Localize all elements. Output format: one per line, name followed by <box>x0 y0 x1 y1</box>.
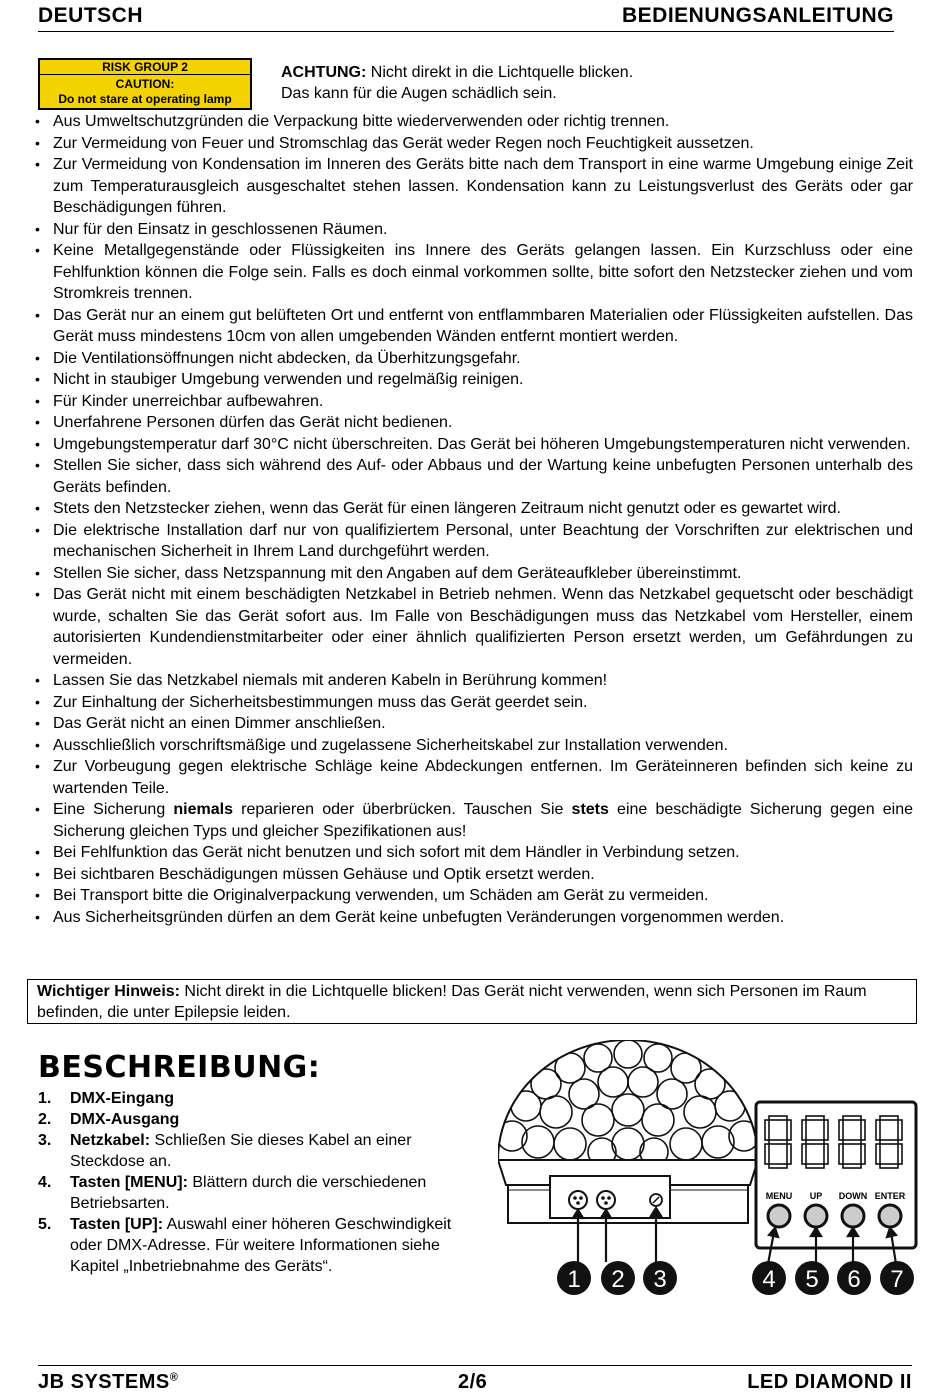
up-button-label: UP <box>809 1191 823 1201</box>
achtung-label: ACHTUNG: <box>281 64 367 81</box>
item-number: 5. <box>38 1216 52 1233</box>
safety-item: • Bei Transport bitte die Originalverpackung verwenden, um Schäden am Gerät zu vermeiden. <box>33 885 913 907</box>
risk-caution-text: CAUTION: <box>115 77 175 91</box>
item-number: 3. <box>38 1132 52 1149</box>
callout-1-number: 1 <box>567 1266 581 1293</box>
safety-item: • Ausschließlich vorschriftsmäßige und zugelassene Sicherheitskabel zur Installation verwenden. <box>33 735 913 757</box>
item-text: Schließen Sie dieses Kabel an einer Steckdose an. <box>70 1132 412 1170</box>
section-title: BESCHREIBUNG: <box>38 1050 321 1085</box>
safety-item: • Umgebungstemperatur darf 30°C nicht überschreiten. Das Gerät bei höheren Umgebungstemperaturen nicht verwenden. <box>33 434 913 456</box>
safety-item: • Für Kinder unerreichbar aufbewahren. <box>33 391 913 413</box>
fuse-text-e: eine beschädigte Sicherung gegen eine Sicherung gleichen Typs und gleicher Spezifikationen aus! <box>53 801 913 840</box>
header-language: DEUTSCH <box>38 4 144 27</box>
safety-item: • Stellen Sie sicher, dass sich während des Auf- oder Abbaus und der Wartung keine unbefugten Personen unterhalb des Geräts befinden. <box>33 455 913 498</box>
callout-7-number: 7 <box>890 1266 904 1293</box>
page-footer <box>38 1365 912 1395</box>
menu-button-label: MENU <box>765 1191 793 1201</box>
registered-mark: ® <box>169 1371 179 1384</box>
achtung-line-2: Das kann für die Augen schädlich sein. <box>281 85 557 102</box>
safety-item: • Zur Vermeidung von Feuer und Stromschlag das Gerät weder Regen noch Feuchtigkeit aussetzen. <box>33 133 913 155</box>
item-label: DMX-Eingang <box>70 1090 174 1107</box>
dome-lens <box>498 1040 759 1166</box>
safety-item: • Zur Vorbeugung gegen elektrische Schläge keine Abdeckungen entfernen. Im Geräteinneren befinden sich keine zu wartenden Teile. <box>33 756 913 799</box>
safety-item: • Die Ventilationsöffnungen nicht abdecken, da Überhitzungsgefahr. <box>33 348 913 370</box>
item-number: 1. <box>38 1090 52 1107</box>
item-label: DMX-Ausgang <box>70 1111 180 1128</box>
safety-item-fuse <box>33 799 913 842</box>
connector-panel <box>550 1176 670 1218</box>
callout-6-number: 6 <box>847 1266 861 1293</box>
safety-item: • Stets den Netzstecker ziehen, wenn das Gerät für einen längeren Zeitraum nicht genutzt oder es gewartet wird. <box>33 498 913 520</box>
note-label: Wichtiger Hinweis: <box>37 983 180 1000</box>
item-number: 2. <box>38 1111 52 1128</box>
description-list <box>38 1088 483 1277</box>
important-note-box <box>27 979 917 1024</box>
callout-4-number: 4 <box>762 1266 776 1293</box>
achtung-line-1: Nicht direkt in die Lichtquelle blicken. <box>366 64 634 81</box>
enter-button-label: ENTER <box>874 1191 906 1201</box>
fuse-text-c: reparieren oder überbrücken. Tauschen Sie <box>232 801 572 818</box>
fuse-text-niemals: niemals <box>173 801 233 818</box>
risk-group-label <box>38 58 252 110</box>
item-label: Netzkabel: <box>70 1132 151 1149</box>
fuse-text-stets: stets <box>571 801 609 818</box>
safety-item: • Das Gerät nur an einem gut belüfteten Ort und entfernt von entflammbaren Materialien oder Flüssigkeiten aufstellen. Das Gerät muss mindestens 10cm von allen umgebenden Wänden entfernt montiert werden. <box>33 305 913 348</box>
safety-item: • Bei sichtbaren Beschädigungen müssen Gehäuse und Optik ersetzt werden. <box>33 864 913 886</box>
safety-item: • Keine Metallgegenstände oder Flüssigkeiten ins Innere des Geräts gelangen lassen. Ein Kurzschluss oder eine Fehlfunktion können die Folge sein. Falls es doch einmal vorkommen sollte, bitte sofort den Netzstecker ziehen und vom Stromkreis trennen. <box>33 240 913 305</box>
footer-product: LED DIAMOND II <box>747 1371 912 1393</box>
item-text: Blättern durch die verschiedenen Betriebsarten. <box>70 1174 427 1212</box>
note-text: Nicht direkt in die Lichtquelle blicken! Das Gerät nicht verwenden, wenn sich Personen im Raum befinden, die unter Epilepsie leiden. <box>37 983 867 1021</box>
footer-page-number: 2/6 <box>458 1371 488 1393</box>
callout-3-number: 3 <box>653 1266 667 1293</box>
safety-item: • Das Gerät nicht mit einem beschädigten Netzkabel in Betrieb nehmen. Wenn das Netzkabel gequetscht oder beschädigt wurde, schalten Sie das Gerät sofort aus. Im Falle von Beschädigungen muss das Netzkabel vom Hersteller, einem autorisierten Kundendienstmitarbeiter oder einer ähnlich qualifizierten Person ersetzt werden, um Gefährdungen zu vermeiden. <box>33 584 913 670</box>
safety-instructions-list <box>33 111 913 928</box>
description-item <box>38 1130 483 1172</box>
safety-item: • Nicht in staubiger Umgebung verwenden und regelmäßig reinigen. <box>33 369 913 391</box>
brand-name: JB SYSTEMS <box>38 1371 170 1393</box>
description-item <box>38 1172 483 1214</box>
item-label: Tasten [MENU]: <box>70 1174 188 1191</box>
down-button-label: DOWN <box>838 1191 868 1201</box>
page-header <box>38 2 894 32</box>
item-number: 4. <box>38 1174 52 1191</box>
description-item <box>38 1214 483 1277</box>
safety-item: • Das Gerät nicht an einen Dimmer anschließen. <box>33 713 913 735</box>
description-item <box>38 1088 483 1109</box>
header-doc-type: BEDIENUNGSANLEITUNG <box>621 4 894 27</box>
callout-2-number: 2 <box>611 1266 625 1293</box>
safety-item: • Aus Umweltschutzgründen die Verpackung bitte wiederverwenden oder richtig trennen. <box>33 111 913 133</box>
safety-item: • Stellen Sie sicher, dass Netzspannung mit den Angaben auf dem Geräteaufkleber übereinstimmt. <box>33 563 913 585</box>
callout-5-number: 5 <box>805 1266 819 1293</box>
menu-button <box>768 1205 790 1227</box>
footer-brand <box>38 1371 178 1394</box>
safety-item: • Nur für den Einsatz in geschlossenen Räumen. <box>33 219 913 241</box>
achtung-warning <box>281 62 633 104</box>
risk-group-text: RISK GROUP 2 <box>40 60 250 75</box>
safety-item: • Bei Fehlfunktion das Gerät nicht benutzen und sich sofort mit dem Händler in Verbindung setzen. <box>33 842 913 864</box>
safety-item: • Zur Einhaltung der Sicherheitsbestimmungen muss das Gerät geerdet sein. <box>33 692 913 714</box>
down-button <box>842 1205 864 1227</box>
safety-item: • Aus Sicherheitsgründen dürfen an dem Gerät keine unbefugten Veränderungen vorgenommen werden. <box>33 907 913 929</box>
safety-item: • Die elektrische Installation darf nur von qualifiziertem Personal, unter Beachtung der Vorschriften zur elektrischen und mechanischen Sicherheit in Ihrem Land durchgeführt werden. <box>33 520 913 563</box>
description-item <box>38 1109 483 1130</box>
device-illustration <box>498 1040 918 1310</box>
item-text: Auswahl einer höheren Geschwindigkeit oder DMX-Adresse. Für weitere Informationen siehe Kapitel „Inbetriebnahme des Geräts“. <box>70 1216 452 1275</box>
up-button <box>805 1205 827 1227</box>
enter-button <box>879 1205 901 1227</box>
safety-item: • Unerfahrene Personen dürfen das Gerät nicht bedienen. <box>33 412 913 434</box>
safety-item: • Lassen Sie das Netzkabel niemals mit anderen Kabeln in Berührung kommen! <box>33 670 913 692</box>
risk-warning-text: Do not stare at operating lamp <box>58 92 232 106</box>
safety-item: • Zur Vermeidung von Kondensation im Inneren des Geräts bitte nach dem Transport in eine warme Umgebung einige Zeit zum Temperaturausgleich ausgeschaltet stehen lassen. Kondensation kann zu Leistungsverlust des Geräts oder gar Beschädigungen führen. <box>33 154 913 219</box>
item-label: Tasten [UP]: <box>70 1216 164 1233</box>
fuse-text-a: Eine Sicherung <box>53 801 174 818</box>
